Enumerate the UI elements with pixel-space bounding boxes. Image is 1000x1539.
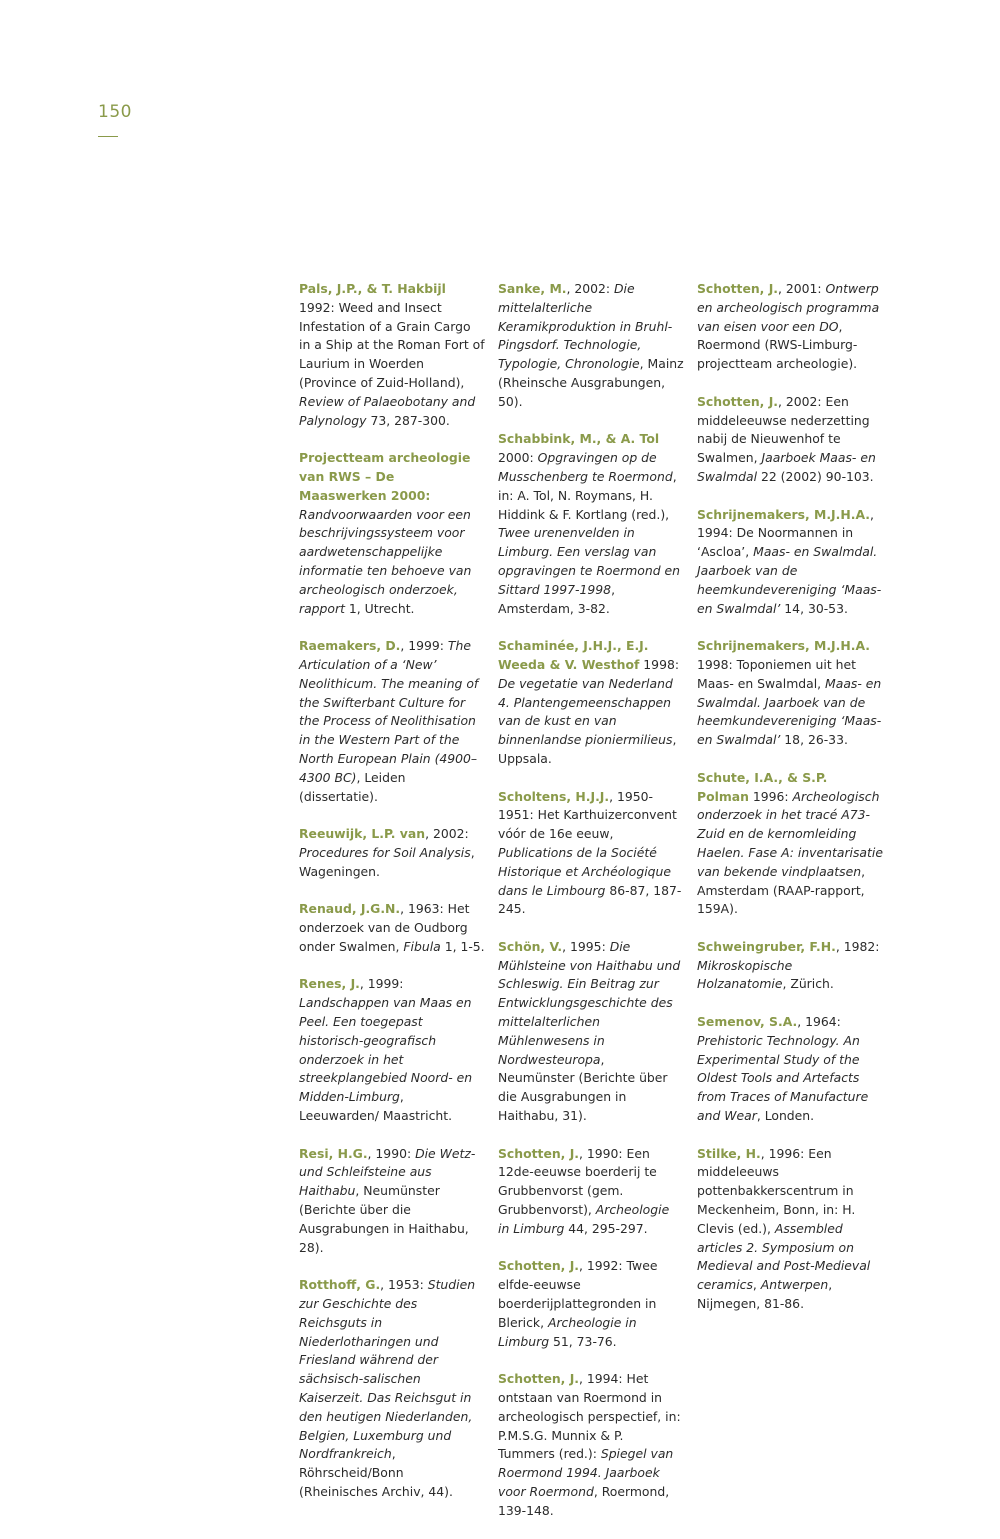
entry-text: , Roermond (RWS-Limburg-projectteam archeologie). [697, 318, 858, 372]
bibliography-entry [299, 900, 485, 956]
entry-title: Archeologie in Limburg [498, 1314, 637, 1349]
bibliography-entry [697, 637, 883, 750]
entry-text: , 1990: Een 12de-eeuwse boerderij te Grubbenvorst (gem. Grubbenvorst), [498, 1145, 657, 1218]
entry-title: Die mittelalterliche Keramikproduktion in Bruhl-Pingsdorf. Technologie, Typologie, Chronologie [498, 281, 673, 372]
entry-title: The Articulation of a ‘New’ Neolithicum. The meaning of the Swifterbant Culture for the Process of Neolithisation in the Western Part of the North European Plain (4900–4300 BC) [299, 638, 479, 785]
entry-title: Spiegel van Roermond 1994. Jaarboek voor Roermond [498, 1446, 674, 1499]
entry-author: Raemakers, D. [299, 638, 401, 654]
entry-text: 86-87, 187-245. [498, 882, 682, 917]
entry-title: Publications de la Société Historique et Archéologique dans le Limbourg [498, 844, 672, 898]
entry-text: , 1964: [797, 1014, 841, 1030]
entry-title: Studien zur Geschichte des Reichsguts in Niederlotharingen und Friesland während der sächsisch-salischen Kaiserzeit. Das Reichsgut in den heutigen Niederlanden, Belgien, Luxemburg und Nordfrankreich [299, 1277, 476, 1462]
entry-text: , 1953: [380, 1277, 428, 1293]
bibliography-entry [299, 280, 485, 430]
entry-title: Assembled articles 2. Symposium on Medieval and Post-Medieval ceramics [697, 1220, 871, 1293]
entry-author: Schotten, J. [498, 1371, 580, 1387]
entry-text: , Neumünster (Berichte über die Ausgrabungen in Haithabu, 31). [498, 1051, 668, 1124]
page-number: 150 [98, 102, 132, 122]
bibliography-entry [697, 506, 883, 619]
entry-title: Procedures for Soil Analysis [299, 844, 471, 860]
entry-text: 14, 30-53. [780, 600, 848, 616]
bibliography-entry [498, 938, 684, 1126]
entry-text: , Leeuwarden/ Maastricht. [299, 1089, 453, 1124]
entry-author: Projectteam archeologie van RWS – De Maaswerken 2000: [299, 450, 471, 503]
entry-author: Schrijnemakers, M.J.H.A. [697, 638, 870, 654]
bibliography-entry [498, 788, 684, 920]
entry-text: , Nijmegen, 81-86. [697, 1277, 833, 1312]
entry-text: , 2002: [566, 281, 615, 296]
entry-text: 1998: [639, 656, 680, 672]
entry-author: Schotten, J. [697, 281, 779, 296]
entry-text: 22 (2002) 90-103. [757, 468, 874, 484]
entry-author: Schotten, J. [498, 1145, 580, 1161]
entry-text: , 2002: Een middeleeuwse nederzetting nabij de Nieuwenhof te Swalmen, [697, 393, 870, 466]
bibliography-entry [697, 280, 883, 374]
entry-author: Schotten, J. [697, 393, 779, 409]
entry-author: Reeuwijk, L.P. van [299, 826, 426, 842]
entry-text: 73, 287-300. [366, 412, 450, 428]
entry-title: Ontwerp en archeologisch programma van eisen voor een DO [697, 281, 880, 334]
entry-title: Antwerpen [760, 1277, 829, 1293]
entry-text: , Uppsala. [498, 732, 677, 766]
entry-text: 44, 295-297. [564, 1220, 648, 1236]
entry-text: , Leiden (dissertatie). [299, 769, 406, 804]
bibliography-entry [697, 1013, 883, 1126]
entry-text: , 1963: Het onderzoek van de Oudborg onder Swalmen, [299, 901, 470, 954]
entry-title: Die Mühlsteine von Haithabu und Schleswig. Ein Beitrag zur Entwicklungsgeschichte des mittelalterlichen Mühlenwesens in Nordwesteuropa [498, 938, 681, 1067]
entry-text: , [752, 1277, 761, 1293]
entry-text: , Mainz (Rheinsche Ausgrabungen, 50). [498, 356, 684, 409]
entry-author: Stilke, H. [697, 1145, 761, 1161]
bibliography-entry [498, 1370, 684, 1520]
bibliography-entry [299, 975, 485, 1125]
entry-text: , Roermond, 139-148. [498, 1484, 670, 1518]
entry-title: Mikroskopische Holzanatomie [697, 957, 793, 992]
entry-text: , Röhrscheid/Bonn (Rheinisches Archiv, 44). [299, 1446, 453, 1499]
entry-text: 1992: Weed and Insect Infestation of a Grain Cargo in a Ship at the Roman Fort of Laurium in Woerden (Province of Zuid-Holland), [299, 299, 485, 390]
entry-text: , in: A. Tol, N. Roymans, H. Hiddink & F. Kortlang (red.), [498, 468, 677, 522]
entry-text: , 1994: Het ontstaan van Roermond in archeologisch perspectief, in: P.M.S.G. Munnix & P. Tummers (red.): [498, 1371, 681, 1462]
entry-text: 1, Utrecht. [344, 600, 415, 616]
entry-title: Prehistoric Technology. An Experimental Study of the Oldest Tools and Artefacts from Traces of Manufacture and Wear [697, 1032, 869, 1124]
entry-text: , Londen. [756, 1108, 815, 1124]
entry-author: Schute, I.A., & S.P. Polman [697, 769, 828, 804]
entry-text: , Wageningen. [299, 844, 475, 879]
bibliography-entry [299, 825, 485, 881]
entry-text: , Zürich. [782, 976, 834, 992]
entry-author: Resi, H.G. [299, 1145, 368, 1161]
entry-text: , 1996: Een middeleeuws pottenbakkerscentrum in Meckenheim, Bonn, in: H. Clevis (ed.), [697, 1145, 856, 1236]
entry-title: Review of Palaeobotany and Palynology [299, 393, 476, 428]
entry-text: , Amsterdam, 3-82. [498, 581, 616, 616]
entry-author: Schotten, J. [498, 1258, 580, 1274]
entry-text: , 1999: [359, 976, 404, 992]
bibliography-entry [498, 1145, 684, 1239]
bibliography-column-3 [697, 280, 883, 1333]
entry-text: , 2002: [425, 826, 469, 842]
bibliography-column-2 [498, 280, 684, 1539]
entry-text: 1998: Toponiemen uit het Maas- en Swalmdal, [697, 656, 856, 691]
entry-text: , 1982: [835, 938, 880, 954]
entry-title: Maas- en Swalmdal. Jaarboek van de heemkundevereniging ‘Maas- en Swalmdal’ [697, 675, 882, 748]
entry-author: Schweingruber, F.H. [697, 938, 836, 954]
bibliography-entry [498, 637, 684, 769]
entry-author: Schön, V. [498, 938, 563, 954]
entry-text: 18, 26-33. [780, 732, 848, 748]
entry-author: Sanke, M. [498, 281, 567, 296]
entry-text: , 1999: [400, 638, 448, 654]
entry-text: , Amsterdam (RAAP-rapport, 159A). [697, 863, 866, 917]
entry-title: Archeologie in Limburg [498, 1202, 670, 1236]
page-number-rule [98, 136, 118, 137]
entry-title: De vegetatie van Nederland 4. Plantengemeenschappen van de kust en van binnenlandse pioniermilieus [498, 675, 673, 748]
bibliography-column-1 [299, 280, 485, 1521]
entry-text: , 1950-1951: Het Karthuizerconvent vóór de 16e eeuw, [498, 788, 677, 842]
bibliography-entry [697, 769, 883, 919]
entry-author: Schabbink, M., & A. Tol [498, 431, 660, 447]
entry-author: Scholtens, H.J.J. [498, 788, 610, 804]
bibliography-entry [299, 637, 485, 806]
bibliography-entry [697, 1145, 883, 1314]
entry-text: 51, 73-76. [549, 1333, 617, 1349]
entry-author: Schrijnemakers, M.J.H.A. [697, 506, 870, 522]
entry-author: Pals, J.P., & T. Hakbijl [299, 281, 446, 296]
bibliography-entry [299, 1276, 485, 1502]
bibliography-entry [498, 1257, 684, 1351]
entry-text: 1, 1-5. [440, 938, 485, 954]
entry-text: , Neumünster (Berichte über die Ausgrabungen in Haithabu, 28). [299, 1183, 469, 1255]
bibliography-entry [299, 449, 485, 618]
entry-text: , 1994: De Noormannen in ‘Ascloa’, [697, 506, 874, 560]
entry-text: , 1995: [562, 938, 610, 954]
entry-title: Opgravingen op de Musschenberg te Roermond [498, 450, 673, 484]
bibliography-entry [697, 393, 883, 487]
entry-title: Maas- en Swalmdal. Jaarboek van de heemkundevereniging ‘Maas- en Swalmdal’ [697, 544, 882, 616]
entry-title: Die Wetz- und Schleifsteine aus Haithabu [299, 1145, 476, 1199]
entry-author: Semenov, S.A. [697, 1014, 798, 1030]
bibliography-entry [498, 280, 684, 412]
entry-text: 2000: [498, 450, 538, 466]
bibliography-entry [697, 938, 883, 994]
entry-title: Landschappen van Maas en Peel. Een toegepast historisch-geografisch onderzoek in het streekplangebied Noord- en Midden-Limburg [299, 995, 473, 1105]
entry-title: Archeologisch onderzoek in het tracé A73-Zuid en de kernomleiding Haelen. Fase A: inventarisatie van bekende vindplaatsen [697, 788, 883, 879]
entry-title: Jaarboek Maas- en Swalmdal [697, 450, 876, 484]
entry-text: , 1990: [367, 1145, 416, 1161]
entry-author: Renes, J. [299, 976, 360, 992]
entry-title: Randvoorwaarden voor een beschrijvingssysteem voor aardwetenschappelijke informatie ten behoeve van archeologisch onderzoek, rapport [299, 506, 472, 616]
entry-text: , 2001: [778, 281, 826, 296]
bibliography-entry [498, 430, 684, 618]
entry-author: Renaud, J.G.N. [299, 901, 401, 917]
entry-text: , 1992: Twee elfde-eeuwse boerderijplattegronden in Blerick, [498, 1258, 658, 1330]
entry-title: Twee urenenvelden in Limburg. Een verslag van opgravingen te Roermond en Sittard 1997-1998 [498, 525, 681, 597]
bibliography-entry [299, 1145, 485, 1258]
entry-title: Fibula [403, 938, 441, 954]
entry-author: Schaminée, J.H.J., E.J. Weeda & V. Westhof [498, 638, 649, 672]
entry-text: 1996: [748, 788, 793, 804]
entry-author: Rotthoff, G. [299, 1277, 381, 1293]
